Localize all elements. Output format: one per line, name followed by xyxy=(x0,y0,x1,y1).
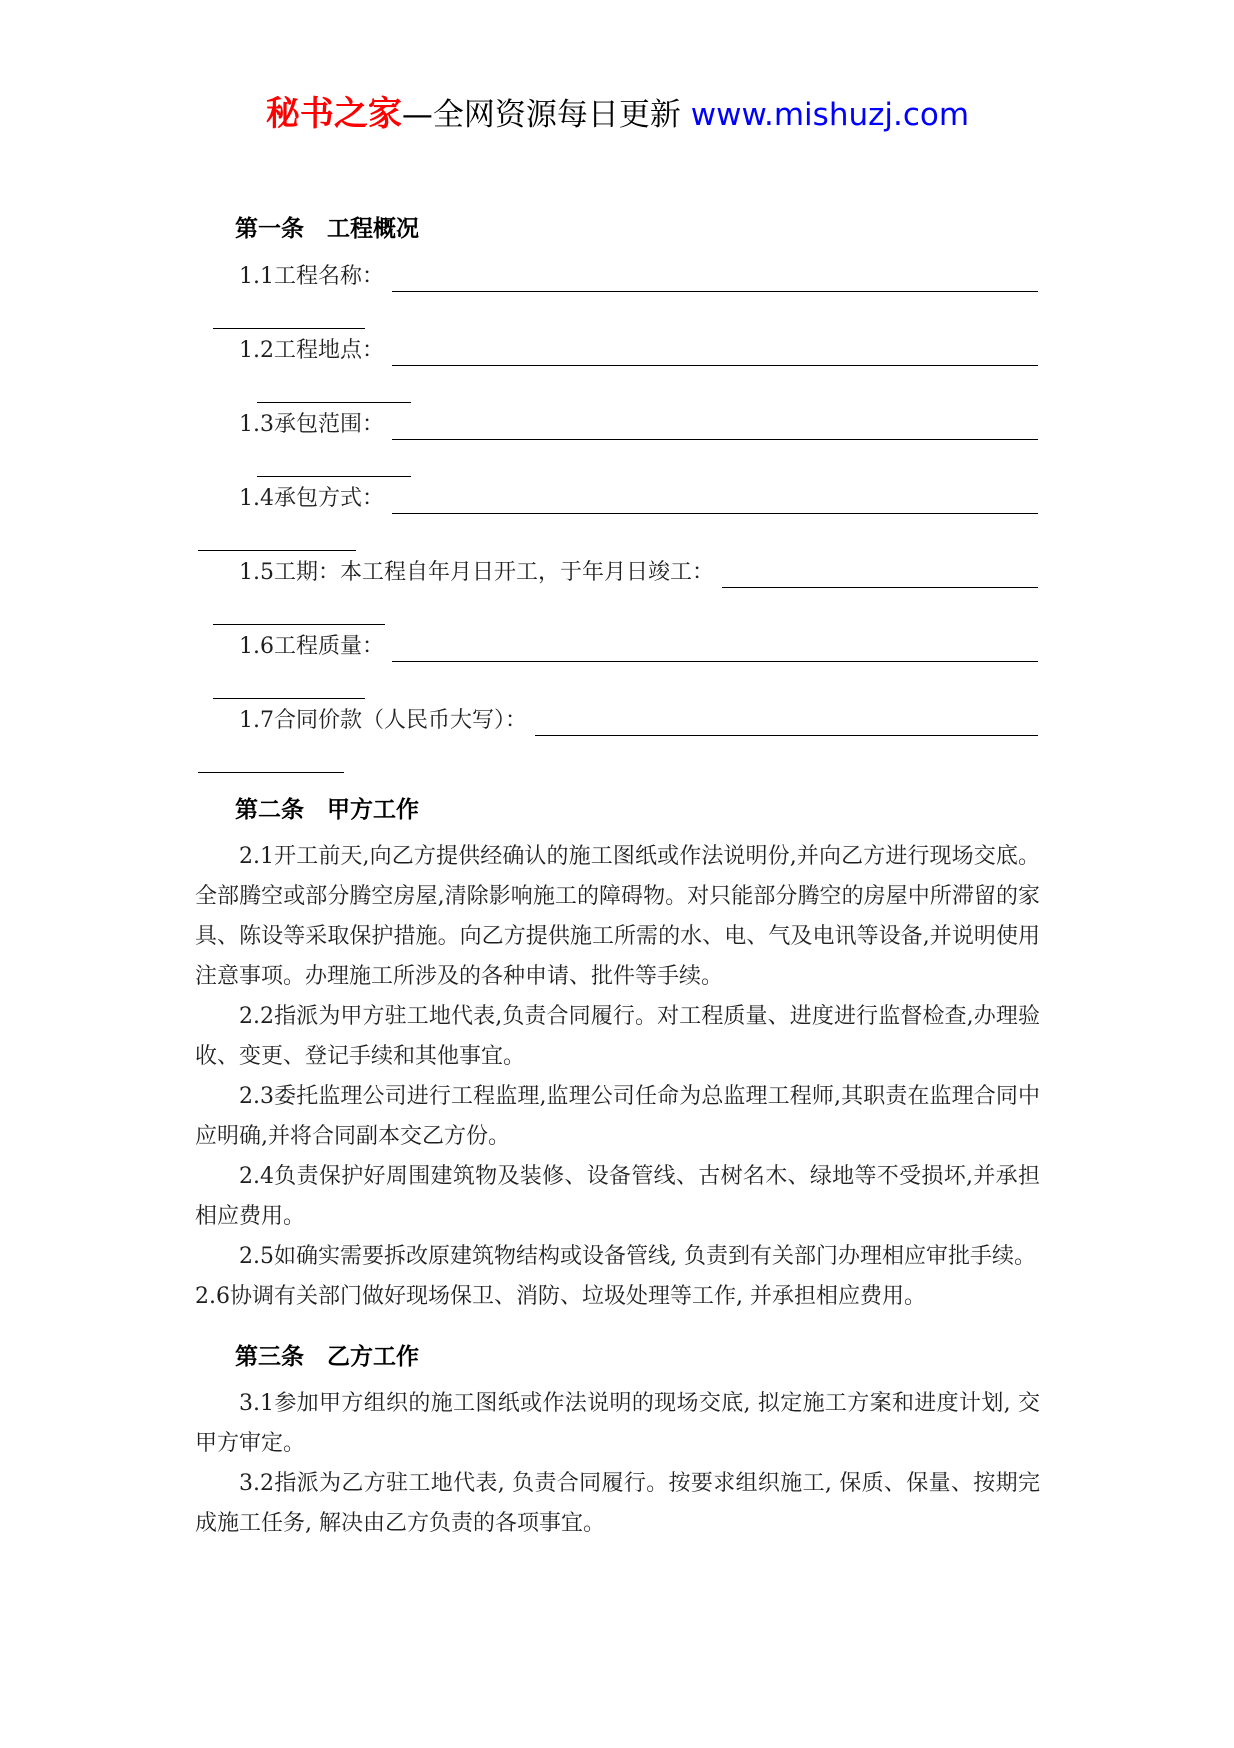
blank-underline-continuation xyxy=(213,328,365,329)
article-2-heading: 第二条 甲方工作 xyxy=(235,797,419,823)
clause-3-1: 3.1参加甲方组织的施工图纸或作法说明的现场交底, 拟定施工方案和进度计划, 交甲方审定。 xyxy=(195,1391,1040,1456)
article-3-heading: 第三条 乙方工作 xyxy=(235,1344,419,1370)
brand-name: 秘书之家 xyxy=(265,94,402,134)
blank-underline xyxy=(384,628,1040,665)
clause-2-6: 2.6协调有关部门做好现场保卫、消防、垃圾处理等工作, 并承担相应费用。 xyxy=(195,1284,926,1309)
field-construction-period xyxy=(195,554,1040,628)
article-1-heading: 第一条 工程概况 xyxy=(235,216,419,242)
blank-underline xyxy=(527,702,1040,739)
field-project-name xyxy=(195,258,1040,332)
field-label-contract-method: 1.4承包方式： xyxy=(239,486,384,511)
field-label-contract-price: 1.7合同价款（人民币大写）： xyxy=(239,708,527,733)
site-header xyxy=(195,92,1040,137)
site-url-link[interactable]: www.mishuzj.com xyxy=(690,97,970,133)
clause-3-2: 3.2指派为乙方驻工地代表, 负责合同履行。按要求组织施工, 保质、保量、按期完成施工任务, 解决由乙方负责的各项事宜。 xyxy=(195,1471,1040,1536)
blank-underline xyxy=(714,554,1040,591)
field-project-location xyxy=(195,332,1040,406)
blank-underline-continuation xyxy=(213,624,385,625)
field-label-project-quality: 1.6工程质量： xyxy=(239,634,384,659)
blank-underline xyxy=(384,332,1040,369)
field-contract-method xyxy=(195,480,1040,554)
blank-underline-continuation xyxy=(198,772,344,773)
blank-underline-continuation xyxy=(257,402,411,403)
field-label-contract-scope: 1.3承包范围： xyxy=(239,412,384,437)
field-contract-price xyxy=(195,702,1040,776)
field-contract-scope xyxy=(195,406,1040,480)
blank-underline xyxy=(384,406,1040,443)
clause-2-1: 2.1开工前天,向乙方提供经确认的施工图纸或作法说明份,并向乙方进行现场交底。全部腾空或部分腾空房屋,清除影响施工的障碍物。对只能部分腾空的房屋中所滞留的家具、陈设等采取保护措施。向乙方提供施工所需的水、电、气及电讯等设备,并说明使用注意事项。办理施工所涉及的各种申请、批件等手续。 xyxy=(195,844,1040,989)
field-label-project-name: 1.1工程名称： xyxy=(239,264,384,289)
field-label-project-location: 1.2工程地点： xyxy=(239,338,384,363)
clause-2-4: 2.4负责保护好周围建筑物及装修、设备管线、古树名木、绿地等不受损坏,并承担相应费用。 xyxy=(195,1164,1040,1229)
clause-2-5: 2.5如确实需要拆改原建筑物结构或设备管线, 负责到有关部门办理相应审批手续。 xyxy=(239,1244,1036,1269)
blank-underline xyxy=(384,480,1040,517)
blank-underline-continuation xyxy=(257,476,411,477)
field-label-construction-period: 1.5工期：本工程自年月日开工，于年月日竣工： xyxy=(239,560,714,585)
header-tagline: —全网资源每日更新 xyxy=(401,97,691,133)
clause-2-2: 2.2指派为甲方驻工地代表,负责合同履行。对工程质量、进度进行监督检查,办理验收、变更、登记手续和其他事宜。 xyxy=(195,1004,1040,1069)
blank-underline-continuation xyxy=(213,698,365,699)
blank-underline xyxy=(384,258,1040,295)
field-project-quality xyxy=(195,628,1040,702)
blank-underline-continuation xyxy=(198,550,356,551)
clause-2-3: 2.3委托监理公司进行工程监理,监理公司任命为总监理工程师,其职责在监理合同中应明确,并将合同副本交乙方份。 xyxy=(195,1084,1040,1149)
